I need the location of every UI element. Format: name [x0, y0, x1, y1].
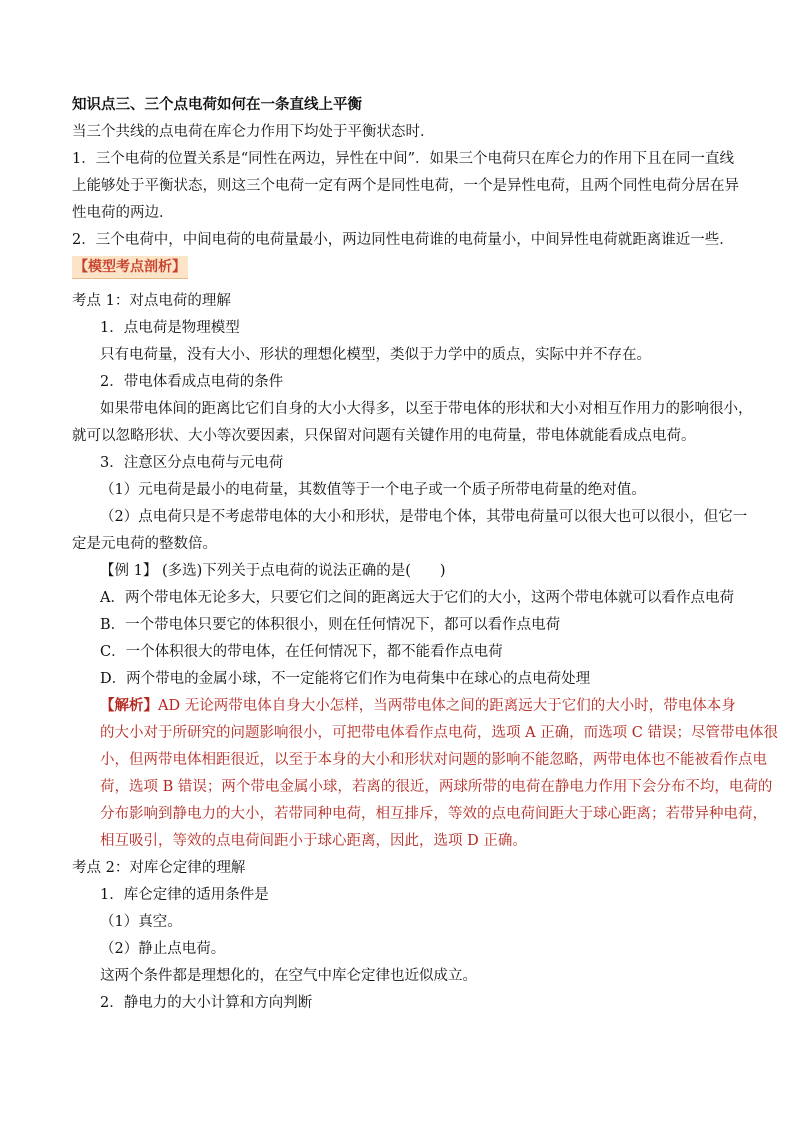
kp1-title: 考点 1：对点电荷的理解	[72, 293, 231, 309]
option-b: B．一个带电体只要它的体积很小，则在任何情况下，都可以看作点电荷	[100, 617, 561, 633]
kp1-s1-text: 只有电荷量，没有大小、形状的理想化模型，类似于力学中的质点，实际中并不存在。	[100, 347, 651, 363]
analysis-line-3: 小，但两带电体相距很近，以至于本身的大小和形状对问题的影响不能忽略，两带电体也不能被看作点电	[100, 752, 767, 768]
kp1-s3-p1: （1）元电荷是最小的电荷量，其数值等于一个电子或一个质子所带电荷量的绝对值。	[100, 482, 646, 498]
kp2-s2-title: 2．静电力的大小计算和方向判断	[100, 995, 313, 1011]
kp1-s2-line-1: 如果带电体间的距离比它们自身的大小大得多，以至于带电体的形状和大小对相互作用力的影响很小，	[100, 401, 753, 417]
rule-2: 2．三个电荷中，中间电荷的电荷量最小，两边同性电荷谁的电荷量小，中间异性电荷就距离谁近一些．	[72, 232, 734, 248]
analysis-text-1: 无论两带电体自身大小怎样，当两带电体之间的距离远大于它们的大小时，带电体本身	[180, 698, 736, 714]
kp2-title: 考点 2：对库仑定律的理解	[72, 860, 246, 876]
model-section-header	[72, 256, 722, 283]
analysis-answer: AD	[158, 698, 181, 714]
analysis-tag: 【解析】	[100, 697, 158, 714]
section-title: 知识点三、三个点电荷如何在一条直线上平衡	[72, 97, 362, 113]
kp2-s1-title: 1．库仑定律的适用条件是	[100, 887, 269, 903]
analysis-line-4: 荷，选项 B 错误；两个带电金属小球，若离的很近，两球所带的电荷在静电力作用下会分布不均，电荷的	[100, 779, 773, 795]
kp1-s3-p2-line-1: （2）点电荷只是不考虑带电体的大小和形状，是带电个体，其带电荷量可以很大也可以很小，但它一	[100, 509, 748, 525]
document-page	[72, 94, 778, 1019]
kp1-s2-title: 2．带电体看成点电荷的条件	[100, 374, 284, 390]
kp2-s1-p1: （1）真空。	[100, 914, 182, 930]
analysis-line-5: 分布影响到静电力的大小，若带同种电荷，相互排斥，等效的点电荷间距大于球心距离；若带异种电荷，	[100, 806, 767, 822]
example-tag: 【例 1】	[100, 563, 158, 579]
analysis-line-1	[72, 695, 736, 722]
kp1-s3-title: 3．注意区分点电荷与元电荷	[100, 455, 284, 471]
intro-text: 当三个共线的点电荷在库仑力作用下均处于平衡状态时．	[72, 124, 435, 140]
analysis-line-6: 相互吸引，等效的点电荷间距小于球心距离，因此，选项 D 正确。	[100, 833, 527, 849]
option-d: D．两个带电的金属小球，不一定能将它们作为电荷集中在球心的点电荷处理	[100, 671, 591, 687]
analysis-line-2: 的大小对于所研究的问题影响很小，可把带电体看作点电荷，选项 A 正确，而选项 C 错误；尽管带电体很	[100, 725, 778, 741]
kp1-s1-title: 1．点电荷是物理模型	[100, 320, 240, 336]
kp1-s3-p2-line-2: 定是元电荷的整数倍。	[72, 536, 217, 552]
rule-1-line-3: 性电荷的两边．	[72, 205, 174, 221]
kp1-s2-line-2: 就可以忽略形状、大小等次要因素，只保留对问题有关键作用的电荷量，带电体就能看成点电荷。	[72, 428, 696, 444]
example-question-text: (多选)下列关于点电荷的说法正确的是( )	[157, 563, 446, 579]
rule-1-line-1: 1．三个电荷的位置关系是“同性在两边，异性在中间”．如果三个电荷只在库仑力的作用下且在同一直线	[72, 151, 735, 167]
kp2-s1-p2: （2）静止点电荷。	[100, 941, 226, 957]
rule-1-line-2: 上能够处于平衡状态，则这三个电荷一定有两个是同性电荷，一个是异性电荷，且两个同性电荷分居在异	[72, 178, 739, 194]
example-question	[72, 560, 722, 587]
model-badge: 【模型考点剖析】	[72, 256, 188, 279]
option-a: A．两个带电体无论多大，只要它们之间的距离远大于它们的大小，这两个带电体就可以看作点电荷	[100, 590, 734, 606]
option-c: C．一个体积很大的带电体，在任何情况下，都不能看作点电荷	[100, 644, 503, 660]
kp2-s1-note: 这两个条件都是理想化的，在空气中库仑定律也近似成立。	[100, 968, 477, 984]
